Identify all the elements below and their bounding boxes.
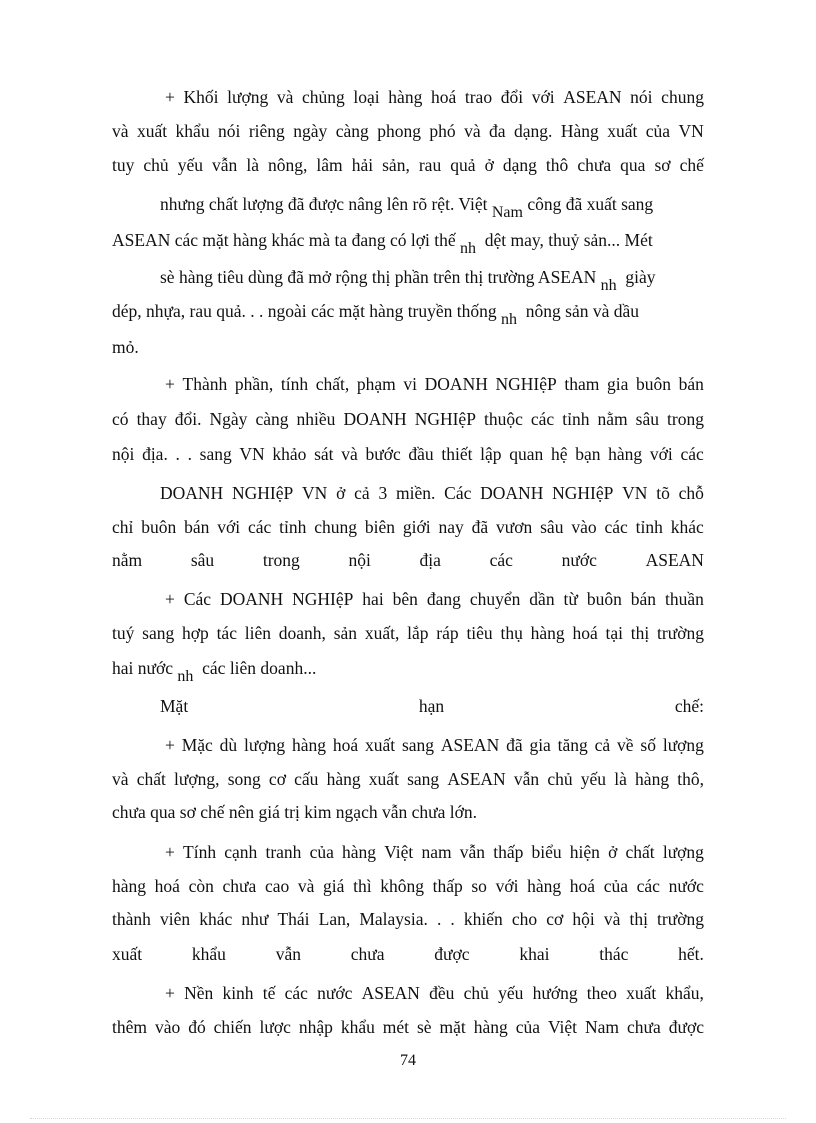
word: sang	[142, 623, 175, 643]
word: ráp	[436, 623, 459, 643]
word: bán	[184, 517, 210, 537]
word: nam	[421, 842, 452, 862]
word: gia	[529, 735, 551, 755]
word: tế	[262, 983, 276, 1003]
word: +	[165, 374, 175, 394]
word: cả	[594, 735, 611, 755]
word: trong	[667, 409, 704, 429]
page-number: 74	[400, 1052, 416, 1069]
word: hàng	[388, 87, 423, 107]
word: ở	[336, 483, 346, 503]
word: tham	[564, 374, 600, 394]
text-line	[112, 768, 704, 790]
text-line: xuất khẩu vẫn chưa được khai thác hết.	[112, 944, 704, 964]
word: hàng	[112, 876, 147, 896]
word: hàng	[473, 1017, 508, 1037]
word: hoá	[569, 876, 596, 896]
word: vi	[403, 374, 418, 394]
word: chủ	[463, 983, 489, 1003]
word: Tính	[183, 842, 217, 862]
word: bán	[630, 589, 657, 609]
word: chủ	[143, 155, 169, 175]
word: tính	[280, 374, 309, 394]
word: tỉnh	[635, 517, 663, 537]
word: hệ	[550, 444, 568, 464]
word: thêm	[112, 1017, 147, 1037]
word: thuần	[664, 589, 704, 609]
text-line	[165, 373, 704, 395]
word: của	[309, 842, 334, 862]
word: trao	[464, 87, 493, 107]
word: vẫn	[459, 842, 486, 862]
word: dạng.	[514, 121, 553, 141]
word: DOANH	[160, 483, 224, 503]
word: ngày	[293, 121, 328, 141]
word: VN	[678, 121, 704, 141]
word: cho	[511, 909, 538, 929]
text-line	[112, 622, 704, 644]
word: Nam	[585, 1017, 620, 1037]
word: xuất	[364, 735, 396, 755]
page-bottom-border	[30, 1118, 786, 1119]
word: chủng	[302, 87, 345, 107]
word: Nền	[184, 983, 214, 1003]
word: hoá	[430, 87, 457, 107]
word: các	[530, 409, 555, 429]
word: lâm	[316, 155, 343, 175]
word: tranh	[265, 842, 302, 862]
word: hợp	[182, 623, 209, 643]
word: có	[112, 409, 129, 429]
word: sang	[199, 444, 232, 464]
word: Mặc	[181, 735, 213, 755]
word: DOANH	[424, 374, 488, 394]
word: cơ	[268, 769, 286, 789]
word: thuộc	[483, 409, 523, 429]
word: buôn	[141, 517, 177, 537]
word: nằm	[597, 409, 628, 429]
text-line: nhưng chất lượng đã được nâng lên rõ rệt. Việt Nam công đã xuất sang	[160, 194, 654, 221]
word: kinh	[222, 983, 254, 1003]
word: bán	[678, 374, 704, 394]
word: chuyển	[469, 589, 521, 609]
word: và	[112, 769, 129, 789]
word: NGHIệP	[552, 483, 614, 503]
word: phó	[429, 121, 456, 141]
word: khẩu	[175, 121, 210, 141]
word: trường	[657, 909, 704, 929]
word: giá	[323, 876, 345, 896]
word: tuý	[112, 623, 135, 643]
word: NGHIệP	[292, 589, 354, 609]
word: Lan,	[318, 909, 351, 929]
word: của	[515, 1017, 541, 1037]
word: ASEAN	[563, 87, 622, 107]
word: Hàng	[560, 121, 599, 141]
word: buôn	[586, 589, 622, 609]
word: khẩu,	[665, 983, 704, 1003]
word: hoá	[332, 735, 359, 755]
word: càng	[255, 409, 289, 429]
word: qua	[620, 155, 646, 175]
word: đều	[429, 983, 455, 1003]
word: +	[165, 589, 175, 609]
word: tại	[605, 623, 623, 643]
word: thô	[545, 155, 569, 175]
word: yếu	[498, 983, 524, 1003]
word: thay	[136, 409, 167, 429]
word: vào	[571, 517, 597, 537]
word: chưa	[222, 876, 257, 896]
text-line: nằm sâu trong nội địa các nước ASEAN	[112, 550, 704, 570]
word: vươn	[496, 517, 533, 537]
word: hàng	[635, 769, 670, 789]
word: .	[187, 444, 192, 464]
word: vẫn	[212, 155, 238, 175]
word: đó	[188, 1017, 206, 1037]
word: +	[165, 735, 175, 755]
word: sang	[407, 769, 440, 789]
word: doanh,	[278, 623, 326, 643]
word: các	[284, 983, 308, 1003]
word: các	[247, 517, 272, 537]
word: tăng	[557, 735, 588, 755]
text-line	[165, 982, 704, 1004]
word: chung	[661, 87, 704, 107]
word: vào	[154, 1017, 181, 1037]
word: dạng	[502, 155, 537, 175]
word: hải	[351, 155, 374, 175]
word: từ	[563, 589, 578, 609]
word: lượng	[227, 87, 269, 107]
word: thấp	[493, 842, 524, 862]
word: sâu	[540, 517, 564, 537]
word: đang	[426, 589, 461, 609]
word: dù	[219, 735, 238, 755]
word: Ngày	[209, 409, 248, 429]
word: chế	[679, 155, 704, 175]
word: cao	[264, 876, 290, 896]
word: ASEAN	[447, 769, 506, 789]
word: Việt	[384, 842, 414, 862]
word: lượng	[244, 735, 286, 755]
word: tỉnh	[279, 517, 307, 537]
word: địa.	[142, 444, 168, 464]
text-line	[165, 734, 704, 756]
word: NGHIệP	[414, 409, 476, 429]
word: xuất	[626, 983, 657, 1003]
word: hàng	[608, 444, 643, 464]
word: riêng	[248, 121, 285, 141]
word: +	[165, 87, 175, 107]
word: thô,	[677, 769, 704, 789]
word: nội	[112, 444, 135, 464]
word: hàng	[342, 842, 377, 862]
word: xuất	[607, 121, 638, 141]
word: và	[297, 876, 315, 896]
word: nhập	[298, 1017, 333, 1037]
word: và	[464, 121, 481, 141]
word: liên	[244, 623, 271, 643]
word: DOANH	[343, 409, 407, 429]
word: cạnh	[224, 842, 258, 862]
word: hiện	[569, 842, 600, 862]
word: lược	[259, 1017, 291, 1037]
text-line	[112, 1016, 704, 1038]
word: và	[341, 444, 358, 464]
word: sơ	[654, 155, 671, 175]
text-line: mỏ.	[112, 337, 139, 357]
word: thì	[353, 876, 372, 896]
word: ASEAN	[440, 735, 500, 755]
word: .	[175, 444, 180, 464]
word: càng	[335, 121, 369, 141]
word: nay	[438, 517, 464, 537]
word: chưa	[577, 155, 612, 175]
word: rau	[418, 155, 442, 175]
word: chất	[625, 842, 655, 862]
word: như	[241, 909, 269, 929]
word: nói	[630, 87, 653, 107]
text-line	[112, 875, 704, 897]
word: hai	[362, 589, 384, 609]
text-line	[165, 588, 704, 610]
word: mét	[382, 1017, 410, 1037]
word: của	[645, 121, 671, 141]
text-line	[165, 86, 704, 108]
word: loại	[353, 87, 380, 107]
word: trường	[657, 623, 704, 643]
word: của	[603, 876, 628, 896]
word: tỉnh	[562, 409, 590, 429]
word: sản,	[382, 155, 410, 175]
text-line	[165, 841, 704, 863]
word: yếu	[580, 769, 607, 789]
word: yếu	[177, 155, 203, 175]
word: +	[165, 983, 175, 1003]
word: thụ	[500, 623, 523, 643]
word: lắp	[407, 623, 429, 643]
word: NGHIệP	[231, 483, 294, 503]
word: là	[614, 769, 627, 789]
word: thị	[630, 623, 650, 643]
word: và	[276, 87, 294, 107]
text-line: chưa qua sơ chế nên giá trị kim ngạch vẫn chưa lớn.	[112, 802, 477, 822]
word: tuy	[112, 155, 135, 175]
word: về	[617, 735, 634, 755]
word: đã	[471, 517, 489, 537]
word: đã	[506, 735, 523, 755]
word: đầu	[408, 444, 434, 464]
word: ASEAN	[361, 983, 420, 1003]
text-line	[112, 120, 704, 142]
word: nói	[218, 121, 241, 141]
word: hoá	[154, 876, 180, 896]
word: hoá	[572, 623, 598, 643]
word: đa	[489, 121, 506, 141]
word: khiến	[463, 909, 503, 929]
word: cơ	[546, 909, 564, 929]
word: với	[495, 876, 519, 896]
text-line	[112, 408, 704, 430]
word: Khối	[183, 87, 219, 107]
word: gia	[606, 374, 629, 394]
text-line: hai nước nh các liên doanh...	[112, 658, 317, 685]
word: chung	[314, 517, 358, 537]
word: DOANH	[480, 483, 544, 503]
word: VN	[239, 444, 265, 464]
word: các	[604, 517, 628, 537]
word: phong	[377, 121, 421, 141]
word: viên	[159, 909, 191, 929]
word: xuất	[136, 121, 168, 141]
word: với	[649, 444, 673, 464]
section-heading: Mặt hạn chế:	[160, 696, 704, 716]
word: nước	[317, 983, 353, 1003]
word: mặt	[439, 1017, 466, 1037]
word: tõ	[656, 483, 670, 503]
word: miền.	[395, 483, 436, 503]
word: sâu	[635, 409, 659, 429]
word: chất,	[315, 374, 350, 394]
word: bước	[365, 444, 401, 464]
word: khác	[199, 909, 233, 929]
word: so	[471, 876, 487, 896]
word: xuất,	[364, 623, 400, 643]
text-line	[112, 908, 704, 930]
word: lượng,	[174, 769, 220, 789]
word: khảo	[272, 444, 307, 464]
word: song	[227, 769, 261, 789]
word: còn	[188, 876, 214, 896]
word: .	[436, 909, 442, 929]
word: các	[636, 876, 660, 896]
word: lượng	[662, 735, 704, 755]
word: hàng	[291, 735, 326, 755]
word: được	[668, 1017, 704, 1037]
text-line	[112, 443, 704, 465]
word: hội	[572, 909, 595, 929]
word: quả	[450, 155, 476, 175]
word: VN	[622, 483, 648, 503]
word: hàng	[326, 769, 361, 789]
word: phạm	[356, 374, 396, 394]
word: ở	[608, 842, 618, 862]
word: và	[603, 909, 621, 929]
word: xuất	[368, 769, 399, 789]
word: sản	[333, 623, 358, 643]
word: cả	[354, 483, 370, 503]
word: nước	[668, 876, 704, 896]
word: số	[640, 735, 656, 755]
word: thị	[629, 909, 648, 929]
text-line: sè hàng tiêu dùng đã mở rộng thị phần trên thị trường ASEAN nh giày	[160, 267, 656, 294]
word: khẩu	[340, 1017, 375, 1037]
word: chỉ	[112, 517, 134, 537]
word: chưa	[627, 1017, 661, 1037]
word: khác	[670, 517, 704, 537]
text-line	[112, 154, 704, 176]
text-line: dép, nhựa, rau quả. . . ngoài các mặt hàng truyền thống nh nông sản và dầu	[112, 301, 640, 328]
word: NGHIệP	[495, 374, 557, 394]
word: tác	[216, 623, 237, 643]
word: biên	[364, 517, 396, 537]
word: nông,	[268, 155, 308, 175]
word: thành	[112, 909, 151, 929]
word: sang	[401, 735, 435, 755]
word: tiêu	[466, 623, 493, 643]
word: Các	[183, 589, 212, 609]
word: hàng	[530, 623, 565, 643]
word: Malaysia.	[359, 909, 428, 929]
word: chiến	[213, 1017, 252, 1037]
word: vẫn	[513, 769, 540, 789]
word: đổi	[500, 87, 524, 107]
word: Thành	[182, 374, 228, 394]
word: hướng	[532, 983, 578, 1003]
word: đổi.	[174, 409, 202, 429]
word: DOANH	[219, 589, 284, 609]
word: sát	[314, 444, 334, 464]
word: thiết	[441, 444, 473, 464]
word: Các	[444, 483, 472, 503]
word: không	[380, 876, 424, 896]
word: Thái	[277, 909, 310, 929]
word: bạn	[575, 444, 601, 464]
word: chủ	[547, 769, 573, 789]
word: lập	[480, 444, 502, 464]
word: thấp	[432, 876, 463, 896]
word: +	[165, 842, 175, 862]
text-line	[112, 516, 704, 538]
word: Việt	[547, 1017, 578, 1037]
word: chất	[136, 769, 166, 789]
word: các	[680, 444, 704, 464]
word: với	[531, 87, 555, 107]
text-line: ASEAN các mặt hàng khác mà ta đang có lợi thế nh dệt may, thuỷ sản... Mét	[112, 230, 653, 257]
word: chỗ	[678, 483, 704, 503]
word: sè	[417, 1017, 432, 1037]
word: phần,	[234, 374, 274, 394]
word: hàng	[527, 876, 562, 896]
word: giới	[402, 517, 431, 537]
word: biểu	[531, 842, 562, 862]
word: 3	[378, 483, 388, 503]
word: và	[112, 121, 129, 141]
word: buôn	[636, 374, 671, 394]
word: bên	[392, 589, 418, 609]
word: dần	[529, 589, 555, 609]
word: với	[217, 517, 241, 537]
word: nhiều	[296, 409, 336, 429]
word: lượng	[662, 842, 704, 862]
word: cấu	[294, 769, 319, 789]
word: .	[450, 909, 455, 929]
word: VN	[302, 483, 328, 503]
word: ở	[484, 155, 494, 175]
word: quan	[509, 444, 544, 464]
word: là	[246, 155, 259, 175]
word: theo	[586, 983, 617, 1003]
text-line	[160, 482, 704, 504]
